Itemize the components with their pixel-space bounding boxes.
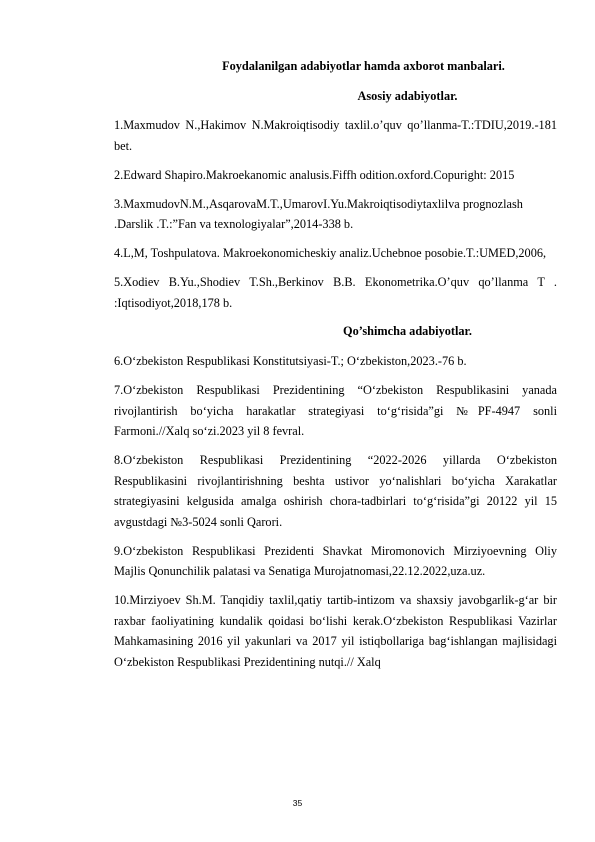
document-page xyxy=(114,56,557,681)
main-references-heading: Asosiy adabiyotlar. xyxy=(357,88,458,103)
reference-item: 3.MaxmudovN.M.,AsqarovaM.T.,UmarovI.Yu.Makroiqtisodiytaxlilva prognozlash .Darslik .T.:”Fan va texnologiyalar”,2014-338 b. xyxy=(114,196,523,232)
reference-item: 8.O‘zbekiston Respublikasi Prezidentining “2022-2026 yillarda O‘zbekiston Respublikasini rivojlantirishning beshta ustivor yo‘nalishlari bo‘yicha Xarakatlar strategiyasini kelgusida amalga oshirish chora-tadbirlari to‘g‘risida”gi 20122 yil 15 avgustdagi №3-5024 sonli Qarori. xyxy=(114,452,557,529)
page-number: 35 xyxy=(292,798,303,808)
reference-item: 2.Edward Shapiro.Makroekanomic analusis.Fiffh odition.oxford.Copuright: 2015 xyxy=(114,167,515,182)
additional-references-heading: Qo’shimcha adabiyotlar. xyxy=(343,324,472,339)
reference-item: 10.Mirziyoev Sh.M. Tanqidiy taxlil,qatiy tartib-intizom va shaxsiy javobgarlik-g‘ar bir raxbar faoliyatining kundalik qoidasi bo‘lishi kerak.O‘zbekiston Respublikasi Vazirlar Mahkamasining 2016 yil yakunlari va 2017 yil istiqbollariga bag‘ishlangan majlisidagi O‘zbekiston Respublikasi Prezidentining nutqi.// Xalq xyxy=(114,593,557,669)
reference-item: 7.O‘zbekiston Respublikasi Prezidentining “O‘zbekiston Respublikasini yanada rivojlantirish bo‘yicha harakatlar strategiyasi to‘g‘risida”gi №PF-4947 sonli Farmoni.//Xalq so‘zi.2023 yil 8 fevral. xyxy=(114,382,557,439)
reference-item: 5.Xodiev B.Yu.,Shodiev T.Sh.,Berkinov B.B. Ekonometrika.O’quv qo’llanma T . :Iqtisodiyot,2018,178 b. xyxy=(114,274,557,310)
reference-item: 6.O‘zbekiston Respublikasi Konstitutsiyasi-T.; O‘zbekiston,2023.-76 b. xyxy=(114,354,467,369)
reference-item: 4.L,M, Toshpulatova. Makroekonomicheskiy analiz.Uchebnoe posobie.T.:UMED,2006, xyxy=(114,246,547,261)
reference-item: 1.Maxmudov N.,Hakimov N.Makroiqtisodiy taxlil.o’quv qo’llanma-T.:TDIU,2019.-181 bet. xyxy=(114,118,557,153)
reference-item: 9.O‘zbekiston Respublikasi Prezidenti Shavkat Miromonovich Mirziyoevning Oliy Majlis Qonunchilik palatasi va Senatiga Murojatnomasi,22.12.2022,uza.uz. xyxy=(114,543,557,579)
document-title: Foydalanilgan adabiyotlar hamda axborot manbalari. xyxy=(222,59,505,73)
